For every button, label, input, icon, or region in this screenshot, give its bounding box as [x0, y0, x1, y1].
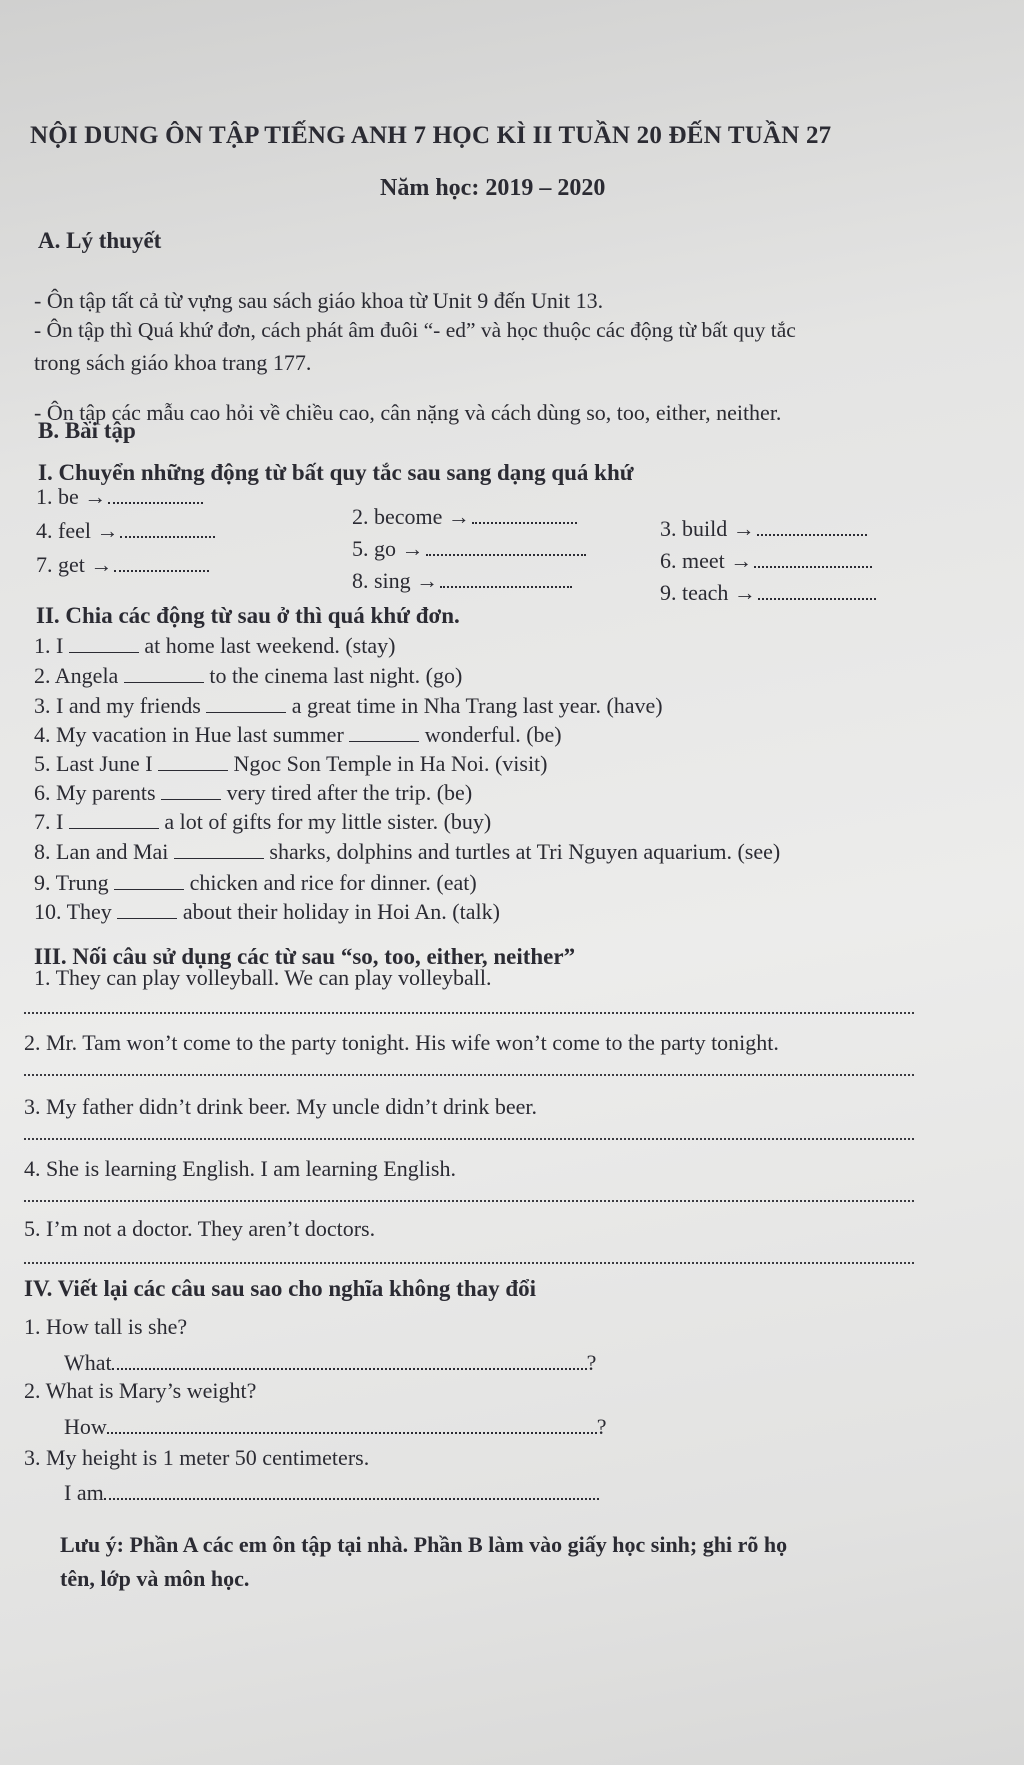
verb-item-8: 8. sing → — [352, 568, 572, 594]
verb-item-7: 7. get → — [36, 552, 209, 578]
verb-item-2: 2. become → — [352, 504, 577, 530]
answer-line-4 — [24, 1200, 914, 1202]
rewrite-answer-1: What ? — [64, 1350, 597, 1375]
join-item-5: 5. I’m not a doctor. They aren’t doctors. — [24, 1216, 376, 1241]
tense-item-1: 1. I at home last weekend. (stay) — [34, 633, 396, 658]
tense-item-10: 10. They about their holiday in Hoi An. (talk) — [34, 899, 500, 924]
verb-item-4: 4. feel → — [36, 518, 215, 544]
rewrite-question-1: 1. How tall is she? — [24, 1314, 188, 1339]
note-line-2: tên, lớp và môn học. — [60, 1566, 250, 1591]
verb-item-6: 6. meet → — [660, 548, 872, 574]
part-3-heading: III. Nối câu sử dụng các từ sau “so, too, either, neither” — [34, 944, 576, 969]
section-a-line-4: - Ôn tập các mẫu cao hỏi về chiều cao, cân nặng và cách dùng so, too, either, neither. — [34, 400, 782, 425]
section-a-heading: A. Lý thuyết — [38, 228, 162, 253]
tense-item-6: 6. My parents very tired after the trip. (be) — [34, 780, 473, 805]
tense-item-7: 7. I a lot of gifts for my little sister. (buy) — [34, 809, 492, 834]
part-2-heading: II. Chia các động từ sau ở thì quá khứ đơn. — [36, 603, 460, 628]
rewrite-answer-3: I am — [64, 1480, 599, 1506]
tense-item-9: 9. Trung chicken and rice for dinner. (eat) — [34, 870, 477, 895]
part-4-heading: IV. Viết lại các câu sau sao cho nghĩa không thay đổi — [24, 1276, 537, 1301]
join-item-4: 4. She is learning English. I am learning English. — [24, 1156, 456, 1181]
note-line-1: Lưu ý: Phần A các em ôn tập tại nhà. Phần B làm vào giấy học sinh; ghi rõ họ — [60, 1532, 788, 1557]
join-item-1: 1. They can play volleyball. We can play volleyball. — [34, 965, 492, 990]
section-a-line-2: - Ôn tập thì Quá khứ đơn, cách phát âm đuôi “- ed” và học thuộc các động từ bất quy tắc — [34, 318, 796, 342]
tense-item-4: 4. My vacation in Hue last summer wonderful. (be) — [34, 722, 562, 747]
rewrite-question-2: 2. What is Mary’s weight? — [24, 1378, 257, 1403]
join-item-2: 2. Mr. Tam won’t come to the party tonight. His wife won’t come to the party tonight. — [24, 1030, 779, 1055]
tense-item-5: 5. Last June I Ngoc Son Temple in Ha Noi. (visit) — [34, 751, 548, 776]
page-title: NỘI DUNG ÔN TẬP TIẾNG ANH 7 HỌC KÌ II TUẦN 20 ĐẾN TUẦN 27 — [30, 122, 832, 149]
part-1-heading: I. Chuyển những động từ bất quy tắc sau sang dạng quá khứ — [38, 460, 634, 485]
join-item-3: 3. My father didn’t drink beer. My uncle didn’t drink beer. — [24, 1094, 538, 1119]
answer-line-5 — [24, 1262, 914, 1264]
answer-line-3 — [24, 1138, 914, 1140]
answer-line-1 — [24, 1012, 914, 1014]
section-a-line-3: trong sách giáo khoa trang 177. — [34, 350, 312, 375]
tense-item-2: 2. Angela to the cinema last night. (go) — [34, 663, 463, 688]
verb-item-1: 1. be → — [36, 484, 203, 510]
verb-item-3: 3. build → — [660, 516, 867, 542]
verb-item-5: 5. go → — [352, 536, 586, 562]
rewrite-answer-2: How ? — [64, 1414, 607, 1439]
tense-item-3: 3. I and my friends a great time in Nha Trang last year. (have) — [34, 693, 663, 718]
rewrite-question-3: 3. My height is 1 meter 50 centimeters. — [24, 1445, 370, 1470]
answer-line-2 — [24, 1074, 914, 1076]
section-b-heading: B. Bài tập — [38, 418, 136, 443]
section-a-line-1: - Ôn tập tất cả từ vựng sau sách giáo khoa từ Unit 9 đến Unit 13. — [34, 288, 604, 313]
school-year: Năm học: 2019 – 2020 — [380, 175, 606, 201]
verb-item-9: 9. teach → — [660, 580, 876, 606]
tense-item-8: 8. Lan and Mai sharks, dolphins and turtles at Tri Nguyen aquarium. (see) — [34, 839, 781, 864]
